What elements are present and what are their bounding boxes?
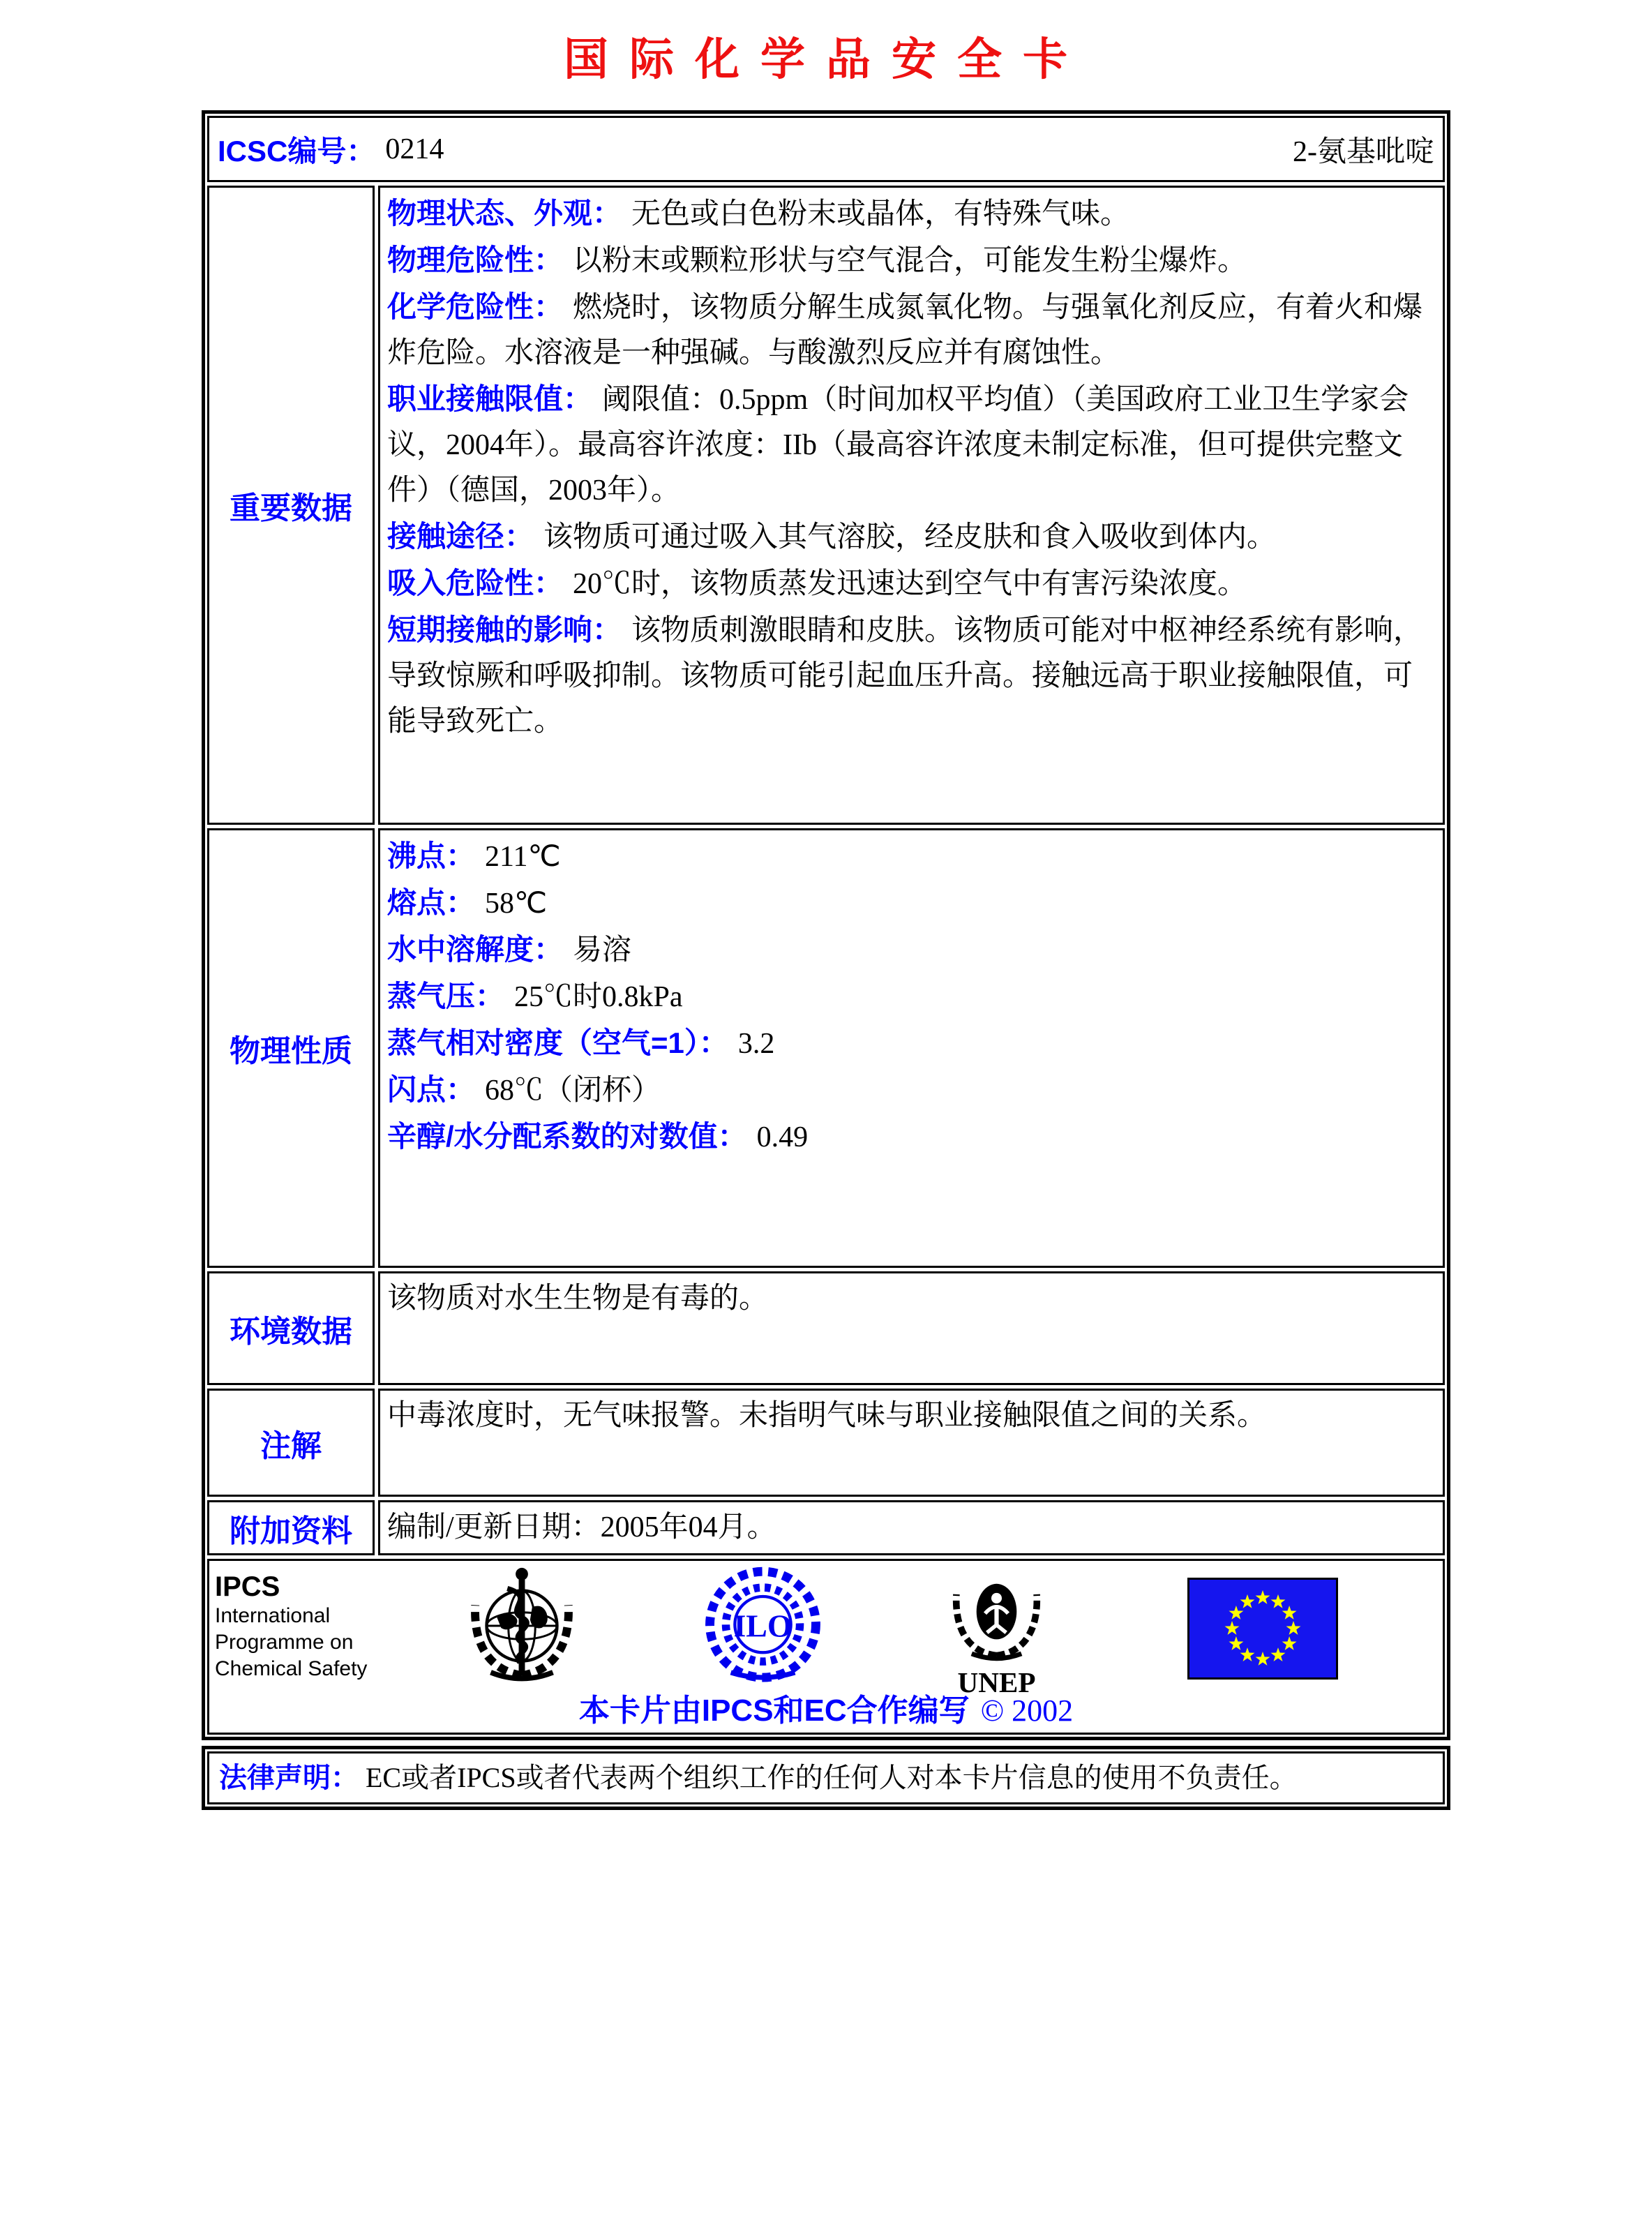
section-label-notes: 注解 [207, 1389, 375, 1497]
header-cell [207, 116, 1445, 182]
field-label: 接触途径： [387, 520, 534, 553]
field-row [387, 190, 1433, 237]
legal-notice-label: 法律声明： [219, 1763, 359, 1793]
unep-logo-text: UNEP [957, 1666, 1036, 1698]
property-row [387, 973, 1433, 1020]
physical-properties-row [207, 828, 1445, 1268]
cooperation-caption [209, 1685, 1443, 1730]
property-label: 闪点： [387, 1073, 476, 1106]
section-content-notes [378, 1389, 1445, 1497]
who-logo-icon [459, 1564, 585, 1691]
property-value: 3.2 [737, 1028, 775, 1060]
ipcs-title: IPCS [215, 1571, 280, 1602]
property-row [387, 1067, 1433, 1114]
ipcs-subtitle-line: Chemical Safety [215, 1657, 368, 1680]
logos-row [207, 1559, 1445, 1735]
field-text: 无色或白色粉末或晶体，有特殊气味。 [631, 198, 1130, 230]
additional-info-row [207, 1500, 1445, 1555]
section-content-additional [378, 1500, 1445, 1555]
field-text: 该物质可通过吸入其气溶胶，经皮肤和食入吸收到体内。 [543, 521, 1277, 553]
environment-text: 该物质对水生生物是有毒的。 [387, 1283, 769, 1315]
ipcs-subtitle-line: International [215, 1604, 331, 1627]
field-label: 吸入危险性： [387, 567, 564, 599]
field-text: 20℃时，该物质蒸发迅速达到空气中有害污染浓度。 [573, 568, 1247, 600]
environment-row [207, 1271, 1445, 1385]
eu-flag-icon [1187, 1578, 1338, 1683]
property-row [387, 927, 1433, 973]
field-text: 以粉末或颗粒形状与空气混合，可能发生粉尘爆炸。 [573, 245, 1247, 277]
icsc-number-label: ICSC编号： [218, 134, 376, 167]
ipcs-subtitle-line: Programme on [215, 1631, 354, 1654]
page-title: 国际化学品安全卡 [564, 35, 1088, 84]
legal-notice-text: EC或者IPCS或者代表两个组织工作的任何人对本卡片信息的使用不负责任。 [366, 1762, 1298, 1793]
property-row [387, 833, 1433, 880]
property-label: 沸点： [387, 839, 476, 872]
field-label: 职业接触限值： [387, 382, 593, 415]
notes-text: 中毒浓度时，无气味报警。未指明气味与职业接触限值之间的关系。 [387, 1400, 1267, 1432]
field-label: 短期接触的影响： [387, 613, 622, 646]
property-label: 辛醇/水分配系数的对数值： [387, 1120, 747, 1153]
legal-notice-inner [207, 1751, 1445, 1804]
important-data-row [207, 186, 1445, 825]
ilo-logo-text: ILO [733, 1608, 793, 1644]
field-row [387, 607, 1433, 745]
property-row [387, 1020, 1433, 1067]
field-text: 该物质刺激眼睛和皮肤。该物质可能对中枢神经系统有影响，导致惊厥和呼吸抑制。该物质可能引起血压升高。接触远高于职业接触限值，可能导致死亡。 [387, 615, 1423, 738]
property-row [387, 1114, 1433, 1160]
section-label-important: 重要数据 [207, 186, 375, 825]
field-text: 燃烧时，该物质分解生成氮氧化物。与强氧化剂反应，有着火和爆炸危险。水溶液是一种强碱。与酸激烈反应并有腐蚀性。 [387, 292, 1423, 369]
section-content-physical [378, 828, 1445, 1268]
property-row [387, 880, 1433, 927]
copyright-text: © 2002 [980, 1693, 1074, 1728]
logos-cell [207, 1559, 1445, 1735]
field-label: 物理危险性： [387, 244, 564, 276]
ipcs-text-block [215, 1571, 367, 1682]
property-label: 熔点： [387, 886, 476, 919]
notes-row [207, 1389, 1445, 1497]
property-value: 0.49 [756, 1121, 809, 1153]
caption-text: 本卡片由IPCS和EC合作编写 [578, 1693, 970, 1728]
field-label: 化学危险性： [387, 290, 564, 323]
section-content-important [378, 186, 1445, 825]
field-row [387, 514, 1433, 560]
property-value: 25℃时0.8kPa [514, 981, 683, 1013]
property-label: 蒸气压： [387, 980, 505, 1012]
field-row [387, 237, 1433, 284]
chemical-name: 2-氨基吡啶 [1293, 135, 1434, 168]
section-content-environment [378, 1271, 1445, 1385]
property-value: 58℃ [485, 888, 548, 920]
field-row [387, 284, 1433, 376]
legal-notice-box [202, 1746, 1450, 1810]
section-label-physical: 物理性质 [207, 828, 375, 1268]
icsc-card [202, 110, 1450, 1740]
property-label: 水中溶解度： [387, 933, 564, 966]
header-row [207, 116, 1445, 182]
property-value: 易溶 [573, 934, 632, 966]
field-label: 物理状态、外观： [387, 197, 622, 230]
property-value: 68℃（闭杯） [485, 1075, 661, 1107]
section-label-environment: 环境数据 [207, 1271, 375, 1385]
unep-logo-icon [939, 1564, 1054, 1701]
additional-text: 编制/更新日期：2005年04月。 [387, 1511, 776, 1543]
property-value: 211℃ [485, 841, 561, 873]
field-row [387, 560, 1433, 607]
field-text: 阈限值：0.5ppm（时间加权平均值）（美国政府工业卫生学家会议，2004年）。最高容许浓度：IIb（最高容许浓度未制定标准，但可提供完整文件）（德国，2003年）。 [387, 384, 1409, 507]
property-label: 蒸气相对密度（空气=1）： [387, 1026, 728, 1059]
section-label-additional: 附加资料 [207, 1500, 375, 1555]
field-row [387, 376, 1433, 514]
ilo-logo-icon [702, 1566, 824, 1690]
icsc-number-value: 0214 [385, 133, 444, 165]
